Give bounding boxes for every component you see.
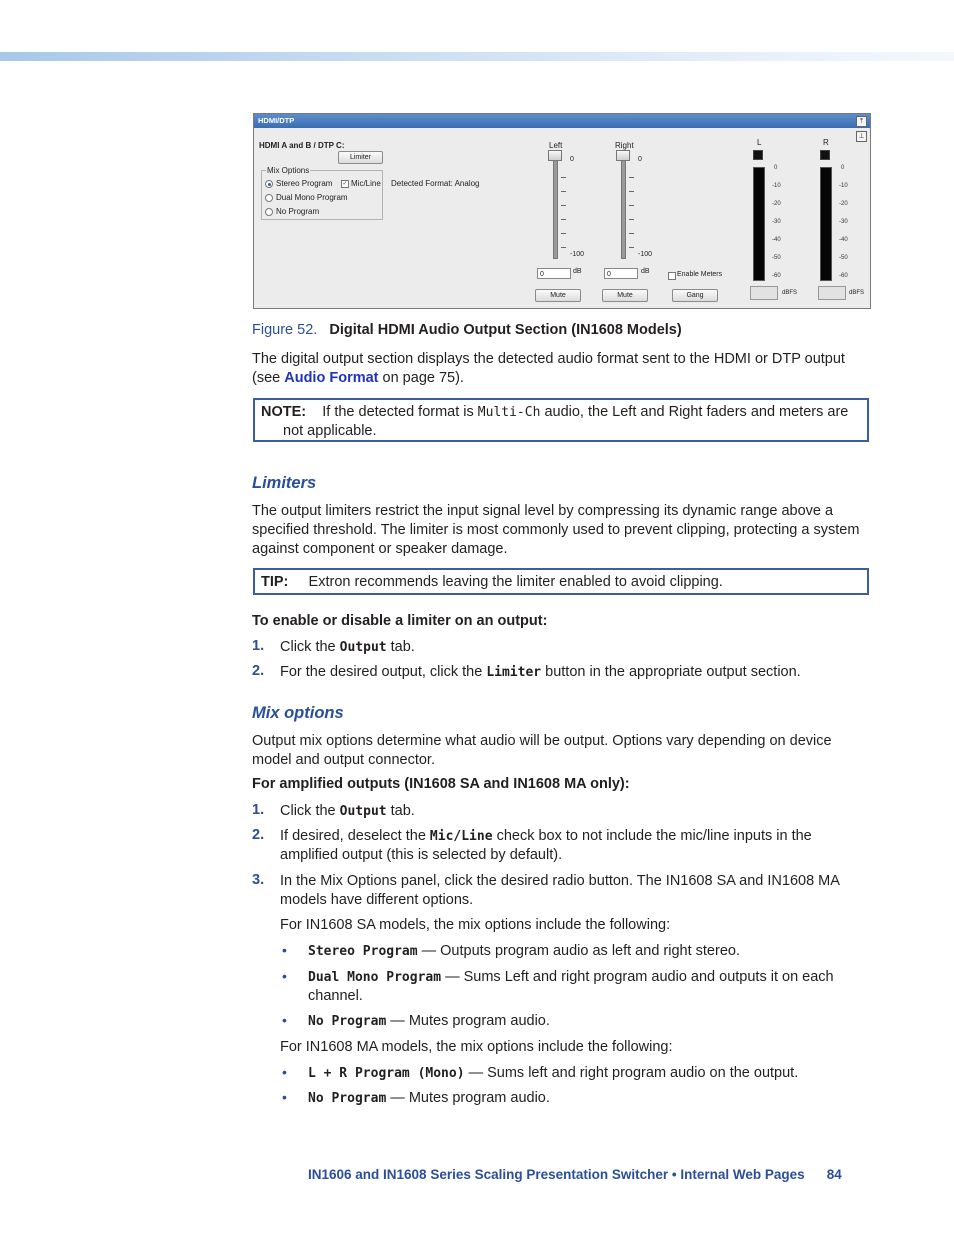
right-fader-track[interactable] xyxy=(621,155,626,259)
mix-options-heading: Mix options xyxy=(252,704,344,722)
mix-procedure-title: For amplified outputs (IN1608 SA and IN1608 MA only): xyxy=(252,776,630,792)
left-fader-min: -100 xyxy=(570,251,585,258)
sa-option-no-program: No Program — Mutes program audio. xyxy=(308,1013,550,1029)
gang-button[interactable]: Gang xyxy=(672,289,718,302)
mix-step-1: Click the Output tab. xyxy=(280,803,415,819)
right-db-unit: dB xyxy=(641,268,650,275)
ma-option-lr-mono: L + R Program (Mono) — Sums left and right program audio on the output. xyxy=(308,1065,799,1081)
footer-title: IN1606 and IN1608 Series Scaling Presentation Switcher • Internal Web Pages xyxy=(308,1167,805,1182)
right-gain-input[interactable]: 0 xyxy=(604,268,638,279)
dock-icon[interactable]: ⊥ xyxy=(856,131,867,142)
no-program-label: No Program xyxy=(276,207,320,216)
figure-number: Figure 52. xyxy=(252,322,318,338)
header-band xyxy=(0,52,954,61)
note-code: Multi-Ch xyxy=(477,405,541,420)
enable-meters-label: Enable Meters xyxy=(677,271,723,278)
hdmi-dtp-panel-screenshot: HDMI/DTP ⤒ ⊥ HDMI A and B / DTP C: Limiter Mix Options Stereo Program ✓ Mic/Line Dual Mono Program No Program Detected Format: Analog Left 0 -100 0 dB Mute Right 0 -100 0 dB Enable Meters Mute Gang L 0 -10 -20 -30 -40 -50 -60 dBFS R 0 -10 -20 -30 -40 -50 -60 dBFS xyxy=(253,113,871,309)
limiters-body: The output limiters restrict the input signal level by compressing its dynamic range above a specified threshold. The limiter is most commonly used to prevent clipping, protecting a system against component or speaker damage. xyxy=(252,503,860,557)
clip-indicator-right xyxy=(820,150,830,160)
dual-mono-radio[interactable] xyxy=(265,194,273,202)
mix-options-legend: Mix Options xyxy=(267,166,310,175)
mix-options-body: Output mix options determine what audio will be output. Options vary depending on device model and output connector. xyxy=(252,733,832,768)
note-box: NOTE: If the detected format is Multi-Ch audio, the Left and Right faders and meters are not applicable. xyxy=(253,398,869,442)
tip-label: TIP: xyxy=(261,574,289,590)
no-program-radio[interactable] xyxy=(265,208,273,216)
meter-left xyxy=(753,167,765,281)
meter-left-label: L xyxy=(757,138,762,147)
left-fader-max: 0 xyxy=(570,156,574,163)
stereo-program-radio[interactable] xyxy=(265,180,273,188)
page-number: 84 xyxy=(826,1167,842,1182)
tip-text: Extron recommends leaving the limiter enabled to avoid clipping. xyxy=(308,574,723,590)
enable-meters-checkbox[interactable] xyxy=(668,272,676,280)
left-db-unit: dB xyxy=(573,268,582,275)
mix-step-2: If desired, deselect the Mic/Line check box to not include the mic/line inputs in the amplified output (this is selected by default). xyxy=(280,828,812,863)
meter-right xyxy=(820,167,832,281)
note-label: NOTE: xyxy=(261,404,307,420)
limiters-procedure-title: To enable or disable a limiter on an output: xyxy=(252,613,548,629)
ma-intro: For IN1608 MA models, the mix options include the following: xyxy=(280,1039,673,1055)
left-gain-input[interactable]: 0 xyxy=(537,268,571,279)
panel-title: HDMI/DTP xyxy=(254,114,870,128)
meter-right-readout xyxy=(818,286,846,300)
clip-indicator-left xyxy=(753,150,763,160)
right-mute-button[interactable]: Mute xyxy=(602,289,648,302)
tip-box xyxy=(253,568,869,595)
dbfs-left: dBFS xyxy=(782,290,798,296)
right-fader-handle[interactable] xyxy=(616,150,630,161)
meter-right-label: R xyxy=(823,138,829,147)
detected-format: Detected Format: Analog xyxy=(391,179,480,188)
left-fader-handle[interactable] xyxy=(548,150,562,161)
intro-paragraph: The digital output section displays the detected audio format sent to the HDMI or DTP output (see Audio Format on page 75). xyxy=(252,351,845,386)
limiters-step-2: For the desired output, click the Limiter button in the appropriate output section. xyxy=(280,664,801,680)
right-fader-label: Right xyxy=(615,141,634,150)
mic-line-checkbox[interactable]: ✓ xyxy=(342,181,348,187)
limiter-button[interactable]: Limiter xyxy=(338,151,383,164)
limiters-heading: Limiters xyxy=(252,474,317,492)
left-mute-button[interactable]: Mute xyxy=(535,289,581,302)
mix-step-3: In the Mix Options panel, click the desired radio button. The IN1608 SA and IN1608 MA models have different options. xyxy=(280,873,840,908)
sa-option-stereo: Stereo Program — Outputs program audio as left and right stereo. xyxy=(308,943,740,959)
dbfs-right: dBFS xyxy=(849,290,865,296)
stereo-program-label: Stereo Program xyxy=(276,179,333,188)
audio-format-link[interactable]: Audio Format xyxy=(284,370,379,386)
page-footer xyxy=(308,1167,842,1182)
right-fader-max: 0 xyxy=(638,156,642,163)
ma-option-no-program: No Program — Mutes program audio. xyxy=(308,1090,550,1106)
meter-left-readout xyxy=(750,286,778,300)
mic-line-label: Mic/Line xyxy=(351,179,381,188)
figure-title: Digital HDMI Audio Output Section (IN1608 Models) xyxy=(329,322,682,338)
dual-mono-label: Dual Mono Program xyxy=(276,193,348,202)
limiters-step-1: Click the Output tab. xyxy=(280,639,415,655)
right-fader-min: -100 xyxy=(638,251,653,258)
sa-intro: For IN1608 SA models, the mix options include the following: xyxy=(280,917,671,933)
output-label: HDMI A and B / DTP C: xyxy=(259,141,345,150)
sa-option-dual-mono: Dual Mono Program — Sums Left and right program audio and outputs it on each channel. xyxy=(308,969,834,1004)
collapse-icon[interactable]: ⤒ xyxy=(856,116,867,127)
left-fader-track[interactable] xyxy=(553,155,558,259)
figure-caption xyxy=(252,322,682,338)
left-fader-label: Left xyxy=(549,141,563,150)
